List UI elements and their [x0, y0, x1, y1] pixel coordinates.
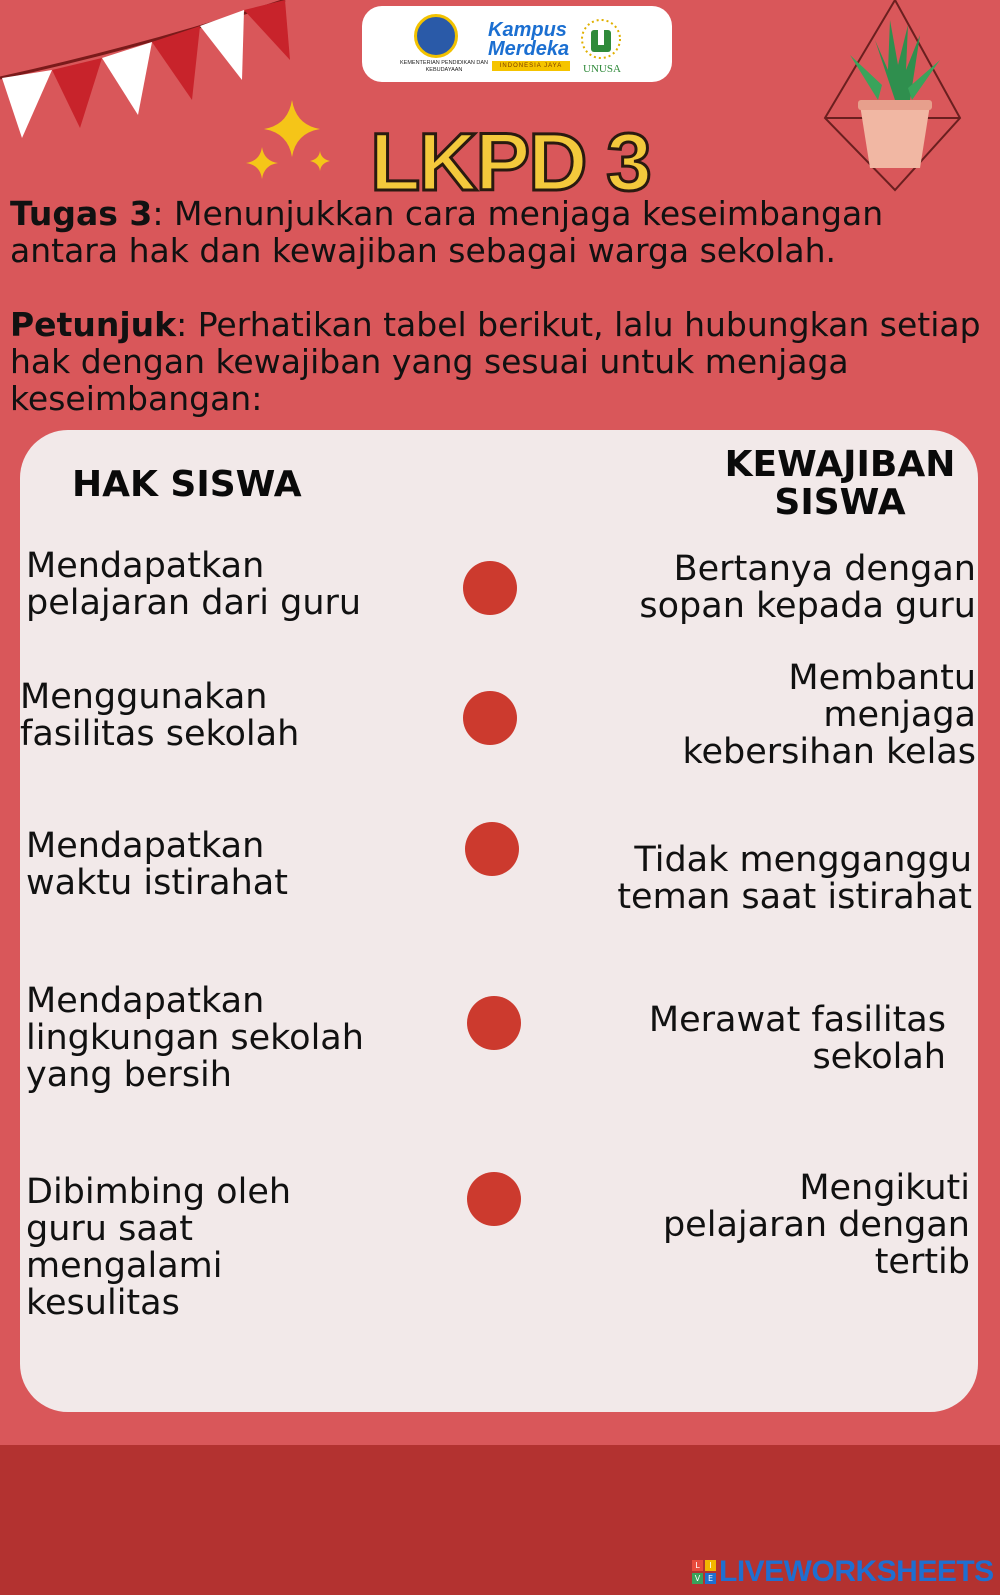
kampus-merdeka-sub: INDONESIA JAYA [492, 61, 570, 71]
kampus-merdeka-line2: Merdeka [488, 38, 570, 60]
match-dot-3[interactable] [465, 822, 519, 876]
task-label: Tugas 3 [10, 194, 153, 233]
obligation-item-5: Mengikuti pelajaran dengan tertib [662, 1168, 970, 1282]
sparkle-stars-decoration [240, 95, 340, 195]
right-item-1: Mendapatkan pelajaran dari guru [26, 546, 362, 623]
obligation-item-4: Merawat fasilitas sekolah [648, 1000, 946, 1077]
liveworksheets-icon [692, 1560, 716, 1584]
partner-logos-box [362, 6, 672, 82]
hanging-plant-decoration [820, 0, 970, 195]
unusa-logo-icon [578, 18, 624, 60]
match-dot-5[interactable] [467, 1172, 521, 1226]
obligation-item-1: Bertanya dengan sopan kepada guru [639, 549, 976, 626]
obligation-item-3: Tidak mengganggu teman saat istirahat [617, 840, 972, 917]
match-dot-2[interactable] [463, 691, 517, 745]
page-title: LKPD 3 [370, 117, 650, 208]
liveworksheets-logo[interactable] [692, 1555, 992, 1589]
right-item-2: Menggunakan fasilitas sekolah [20, 677, 300, 754]
kemdikbud-label: KEMENTERIAN PENDIDIKAN DAN KEBUDAYAAN [399, 60, 488, 73]
kemdikbud-logo-icon [414, 14, 458, 58]
right-item-4: Mendapatkan lingkungan sekolah yang bersih [26, 981, 364, 1095]
kampus-merdeka-logo [488, 21, 569, 59]
icon-letter-l: L [692, 1560, 703, 1571]
instruction-label: Petunjuk [10, 305, 177, 344]
obligation-item-2: Membantu menjaga kebersihan kelas [682, 658, 976, 772]
right-item-3: Mendapatkan waktu istirahat [26, 826, 288, 903]
icon-letter-i: I [705, 1560, 716, 1571]
task-paragraph [10, 195, 990, 269]
instruction-text: : Perhatikan tabel berikut, lalu hubungkan setiap hak dengan kewajiban yang sesuai untuk menjaga keseimbangan: [10, 305, 981, 418]
liveworksheets-brand: LIVEWORKSHEETS [719, 1555, 994, 1588]
icon-letter-v: V [692, 1573, 703, 1584]
unusa-label: UNUSA [583, 63, 621, 75]
kampus-merdeka-line1: Kampus [488, 19, 567, 41]
right-item-5: Dibimbing oleh guru saat mengalami kesulitas [26, 1172, 292, 1323]
rights-column-header: HAK SISWA [72, 464, 302, 505]
match-dot-1[interactable] [463, 561, 517, 615]
icon-letter-e: E [705, 1573, 716, 1584]
instruction-paragraph [10, 306, 990, 417]
task-text: : Menunjukkan cara menjaga keseimbangan antara hak dan kewajiban sebagai warga sekolah. [10, 194, 884, 270]
match-dot-4[interactable] [467, 996, 521, 1050]
obligations-column-header: KEWAJIBAN SISWA [724, 444, 956, 523]
